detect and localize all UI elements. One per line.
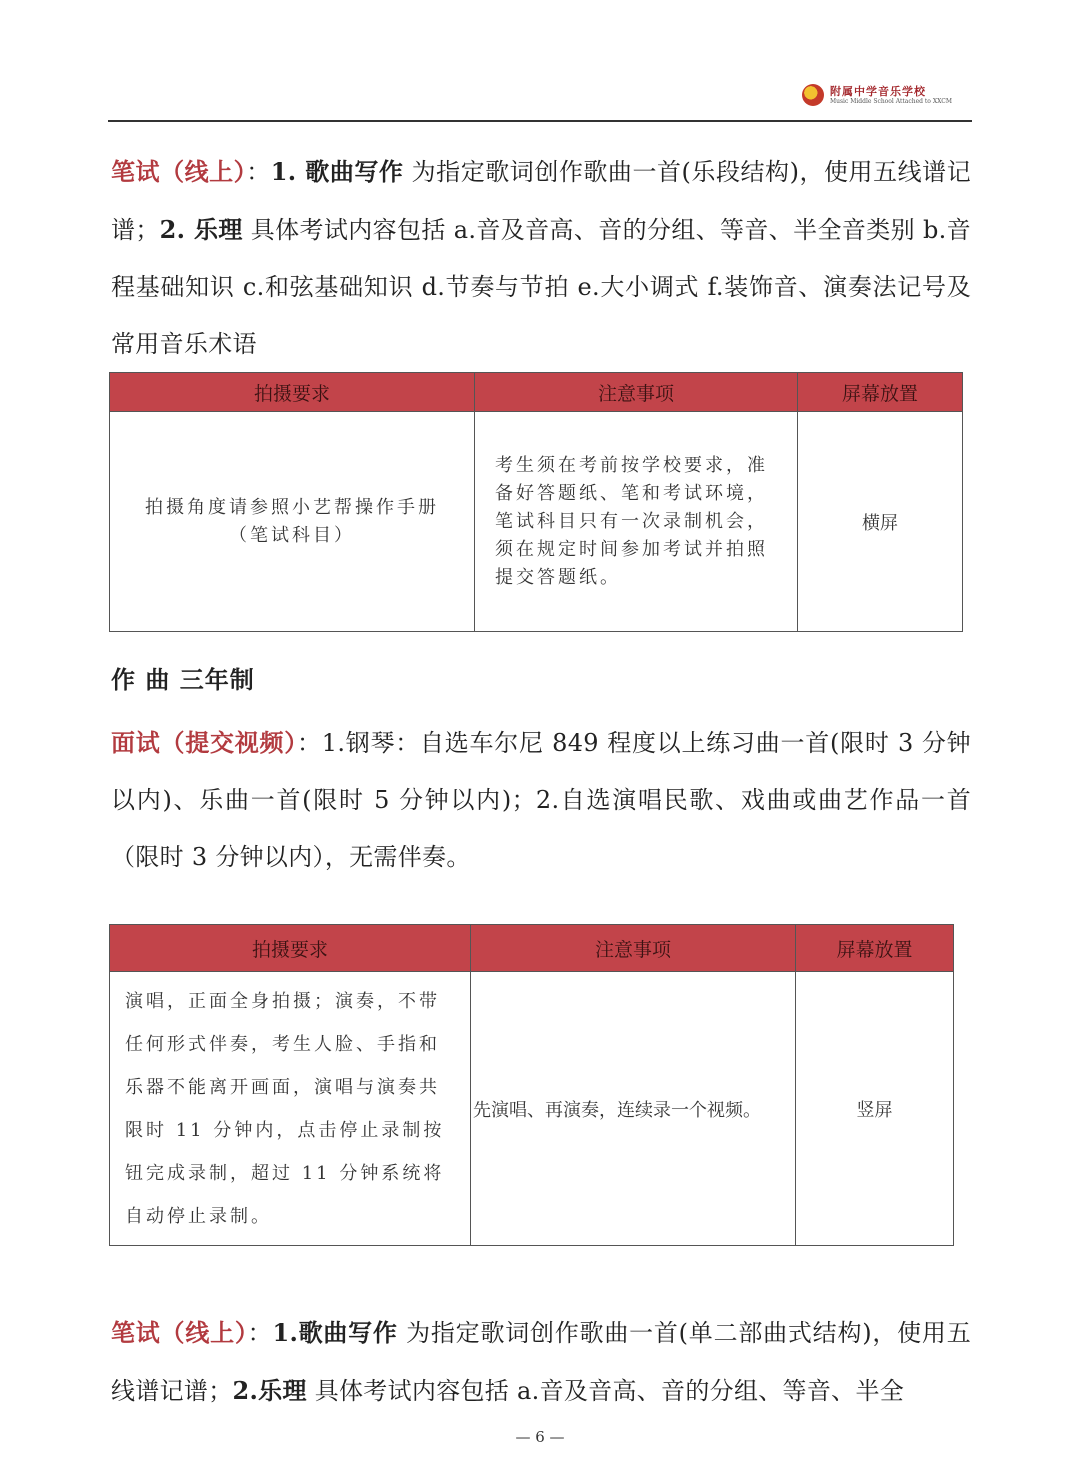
table1-header-notes: 注意事项 bbox=[475, 373, 798, 412]
table1-header-shooting: 拍摄要求 bbox=[110, 373, 475, 412]
table1-screen-cell: 横屏 bbox=[862, 512, 898, 534]
requirements-table-2 bbox=[109, 924, 954, 1246]
interview-paragraph: 面试（提交视频）：1.钢琴：自选车尔尼 849 程度以上练习曲一首(限时 3 分钟以内)、乐曲一首(限时 5 分钟以内)；2.自选演唱民歌、戏曲或曲艺作品一首（限时 3 分钟以内），无需伴奏。 bbox=[111, 728, 971, 871]
school-emblem-icon bbox=[802, 84, 824, 106]
logo-chinese-name: 附属中学音乐学校 bbox=[829, 84, 926, 98]
table2-shooting-cell: 演唱，正面全身拍摄；演奏，不带任何形式伴奏，考生人脸、手指和乐器不能离开画面，演唱与演奏共限时 11 分钟内，点击停止录制按钮完成录制，超过 11 分钟系统将自动停止录制。 bbox=[125, 990, 445, 1227]
school-logo bbox=[802, 84, 952, 106]
table2-header-screen: 屏幕放置 bbox=[796, 925, 954, 972]
written-exam-paragraph-2: 笔试（线上）：1.歌曲写作 为指定歌词创作歌曲一首(单二部曲式结构)，使用五线谱记谱；2.乐理 具体考试内容包括 a.音及音高、音的分组、等音、半全 bbox=[111, 1318, 971, 1405]
logo-english-name: Music Middle School Attached to XXCM bbox=[829, 97, 952, 105]
composition-section-title: 作 曲 三年制 bbox=[111, 665, 255, 694]
music-theory-title-2: 2.乐理 bbox=[232, 1376, 307, 1405]
song-writing-title: 1. 歌曲写作 bbox=[270, 157, 404, 186]
table2-header-shooting: 拍摄要求 bbox=[110, 925, 471, 972]
table1-header-screen: 屏幕放置 bbox=[798, 373, 963, 412]
requirements-table-1 bbox=[109, 372, 963, 632]
table1-shooting-cell: 拍摄角度请参照小艺帮操作手册（笔试科目） bbox=[145, 496, 439, 546]
table2-screen-cell: 竖屏 bbox=[856, 1099, 893, 1121]
music-theory-title: 2. 乐理 bbox=[159, 215, 243, 244]
table2-notes-cell: 先演唱、再演奏，连续录一个视频。 bbox=[473, 1099, 761, 1121]
written-exam-paragraph-1: 笔试（线上）：1. 歌曲写作 为指定歌词创作歌曲一首(乐段结构)，使用五线谱记谱；2. 乐理 具体考试内容包括 a.音及音高、音的分组、等音、半全音类别 b.音程基础知识 c.和弦基础知识 d.节奏与节拍 e.大小调式 f.装饰音、演奏法记号及常用音乐术语 bbox=[111, 157, 971, 358]
table2-header-notes: 注意事项 bbox=[471, 925, 796, 972]
written-exam-label-2: 笔试（线上） bbox=[111, 1318, 248, 1347]
song-writing-title-2: 1.歌曲写作 bbox=[272, 1318, 398, 1347]
written-exam-label: 笔试（线上） bbox=[111, 157, 247, 186]
page-number: — 6 — bbox=[515, 1428, 565, 1446]
interview-label: 面试（提交视频） bbox=[111, 728, 298, 757]
table1-notes-cell: 考生须在考前按学校要求，准备好答题纸、笔和考试环境，笔试科目只有一次录制机会，须在规定时间参加考试并拍照提交答题纸。 bbox=[495, 454, 768, 588]
page-header bbox=[108, 78, 972, 122]
